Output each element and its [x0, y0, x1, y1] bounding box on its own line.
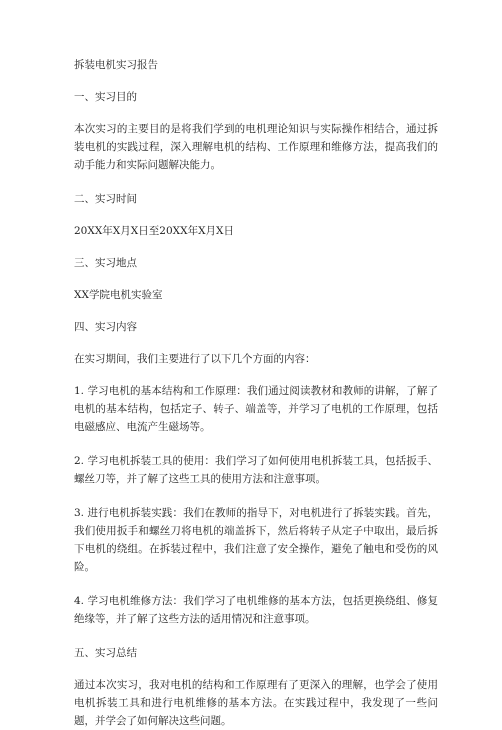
paragraph-content-intro: 在实习期间，我们主要进行了以下几个方面的内容： — [74, 353, 316, 365]
list-item-practice: 3. 进行电机拆装实践：我们在教师的指导下，对电机进行了拆装实践。首先，我们使用扳手和螺丝刀将电机的端盖拆下，然后将转子从定子中取出，最后拆下电机的绕组。在拆装过程中，我们注意了安全操作，避免了触电和受伤的风险。 — [74, 507, 438, 573]
section-heading-time: 二、实习时间 — [74, 193, 137, 205]
list-item-tools: 2. 学习电机拆装工具的使用：我们学习了如何使用电机拆装工具，包括扳手、螺丝刀等，并了解了这些工具的使用方法和注意事项。 — [74, 455, 438, 485]
paragraph-time: 20XX年X月X日至20XX年X月X日 — [74, 225, 235, 237]
paragraph-summary: 通过本次实习，我对电机的结构和工作原理有了更深入的理解，也学会了使用电机拆装工具和进行电机维修的基本方法。在实践过程中，我发现了一些问题，并学会了如何解决这些问题。 — [74, 679, 438, 727]
section-heading-purpose: 一、实习目的 — [74, 91, 137, 103]
report-page — [74, 56, 438, 730]
section-heading-summary: 五、实习总结 — [74, 647, 137, 659]
section-heading-location: 三、实习地点 — [74, 257, 137, 269]
paragraph-location: XX学院电机实验室 — [74, 289, 163, 301]
paragraph-purpose: 本次实习的主要目的是将我们学到的电机理论知识与实际操作相结合，通过拆装电机的实践过程，深入理解电机的结构、工作原理和维修方法，提高我们的动手能力和实际问题解决能力。 — [74, 123, 438, 171]
list-item-structure: 1. 学习电机的基本结构和工作原理：我们通过阅读教材和教师的讲解，了解了电机的基本结构，包括定子、转子、端盖等，并学习了电机的工作原理，包括电磁感应、电流产生磁场等。 — [74, 385, 438, 433]
list-item-repair: 4. 学习电机维修方法：我们学习了电机维修的基本方法，包括更换绕组、修复绝缘等，并了解了这些方法的适用情况和注意事项。 — [74, 595, 438, 625]
section-heading-content: 四、实习内容 — [74, 321, 137, 333]
report-title: 拆装电机实习报告 — [74, 59, 158, 71]
